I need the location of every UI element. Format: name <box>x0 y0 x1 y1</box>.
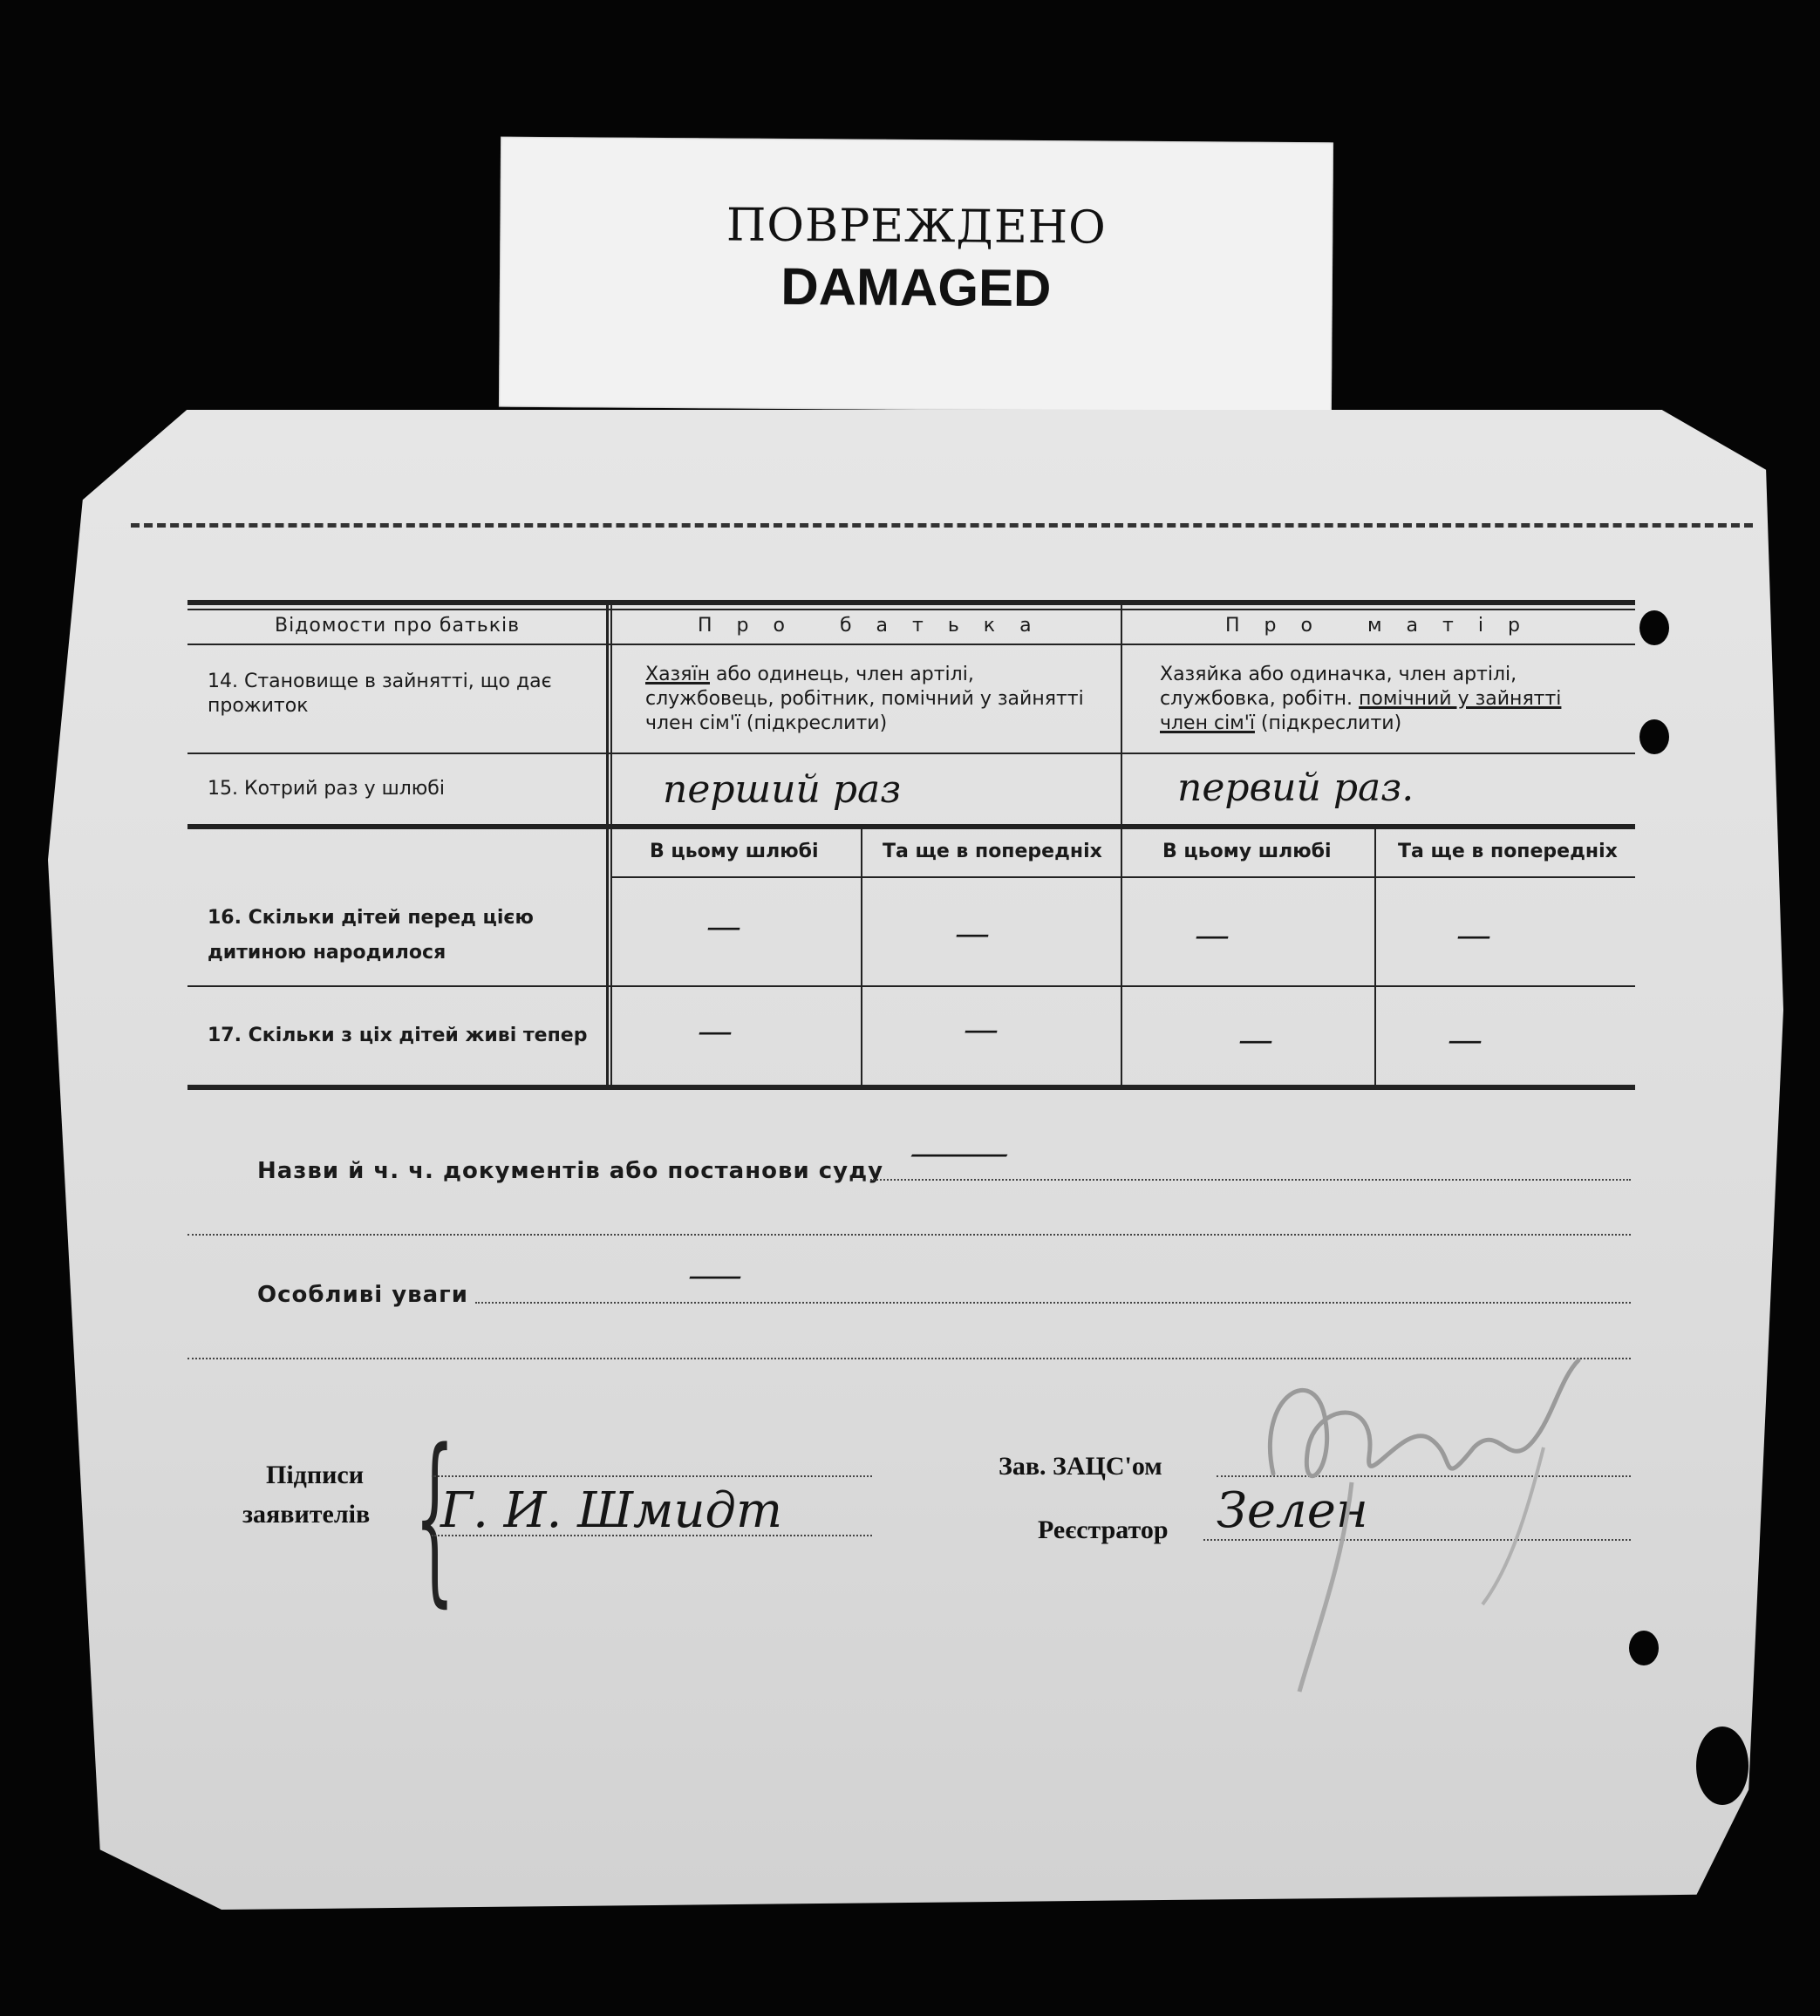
applicant-signature: Г. И. Шмидт <box>440 1482 783 1539</box>
applicants-label-line2: заявителів <box>242 1500 371 1529</box>
remarks-value: — <box>687 1256 743 1296</box>
subheader-father-this-marriage: В цьому шлюбі <box>650 841 819 862</box>
registrar-signature: Зелен <box>1217 1482 1368 1539</box>
row15-label: 15. Котрий раз у шлюбі <box>208 778 445 800</box>
row16-value-3: — <box>1195 916 1230 956</box>
row14-father-options <box>645 663 1099 736</box>
documents-line <box>870 1179 1631 1181</box>
table-top-border-inner <box>187 609 1635 610</box>
header-mother: Про матір <box>1225 615 1544 637</box>
registrar-label: Реєстратор <box>1038 1515 1169 1544</box>
documents-line-2 <box>187 1234 1631 1236</box>
row14-bottom-line <box>187 753 1635 754</box>
table-bottom-border <box>187 1085 1635 1090</box>
row15-bottom-line <box>187 824 1635 829</box>
row17-label: 17. Скільки з ціх дітей живі тепер <box>208 1025 588 1046</box>
header-bottom-line <box>187 644 1635 645</box>
row17-value-4: — <box>1448 1020 1483 1060</box>
remarks-line <box>475 1302 1631 1304</box>
row17-value-1: — <box>698 1011 733 1052</box>
col2-divider <box>1121 600 1122 1088</box>
row15-father-value: перший раз <box>663 767 902 812</box>
subheader-father-previous: Та ще в попередніх <box>883 841 1102 862</box>
row14-father-underlined: Хазяїн <box>645 664 710 685</box>
row14-mother-head: Хазяйка або одиначка, член артілі, службовка, робітн. <box>1160 664 1517 710</box>
subheader-mother-previous: Та ще в попередніх <box>1398 841 1618 862</box>
faded-head-signature <box>1247 1343 1631 1709</box>
header-father: Про батька <box>698 615 1056 637</box>
row16-label: 16. Скільки дітей перед цією дитиною народилося <box>208 907 534 964</box>
row14-father-rest: або одинець, член артілі, службовець, робітник, помічний у зайнятті член сім'ї (підкреслити) <box>645 664 1084 734</box>
row16-value-2: — <box>955 914 990 954</box>
row15-mother-value: первий раз. <box>1177 766 1414 810</box>
subheader-bottom-line <box>610 876 1635 878</box>
header-parents-info: Відомости про батьків <box>275 615 521 637</box>
mother-subcol-divider <box>1374 827 1376 1088</box>
row14-label: 14. Становище в зайнятті, що дає прожиток <box>208 671 552 717</box>
remarks-label: Особливі уваги <box>257 1282 468 1308</box>
row14-mother-tail: (підкреслити) <box>1254 712 1402 734</box>
damaged-label-ru: ПОВРЕЖДЕНО <box>726 199 1107 255</box>
father-subcol-divider <box>861 827 862 1088</box>
documents-label: Назви й ч. ч. документів або постанови суду <box>257 1158 884 1184</box>
applicant-sig-line-1 <box>432 1475 872 1477</box>
row16-value-4: — <box>1456 916 1491 956</box>
row17-value-2: — <box>964 1010 999 1050</box>
col1-divider <box>606 600 609 1088</box>
row17-value-3: — <box>1238 1020 1273 1060</box>
applicants-label-line1: Підписи <box>266 1461 365 1489</box>
documents-value: — <box>907 1134 1012 1174</box>
row16-value-1: — <box>706 907 741 947</box>
signature-brace: { <box>414 1410 455 1624</box>
damaged-label-en: DAMAGED <box>780 256 1052 318</box>
subheader-mother-this-marriage: В цьому шлюбі <box>1162 841 1332 862</box>
row14-mother-options <box>1160 663 1605 736</box>
table-top-border <box>187 600 1635 605</box>
row14-mother-underlined: помічний у зайнятті член сім'ї <box>1160 688 1562 734</box>
row16-bottom-line <box>187 985 1635 987</box>
col1-divider-inner <box>610 600 612 1088</box>
head-zags-label: Зав. ЗАЦС'ом <box>999 1452 1162 1481</box>
